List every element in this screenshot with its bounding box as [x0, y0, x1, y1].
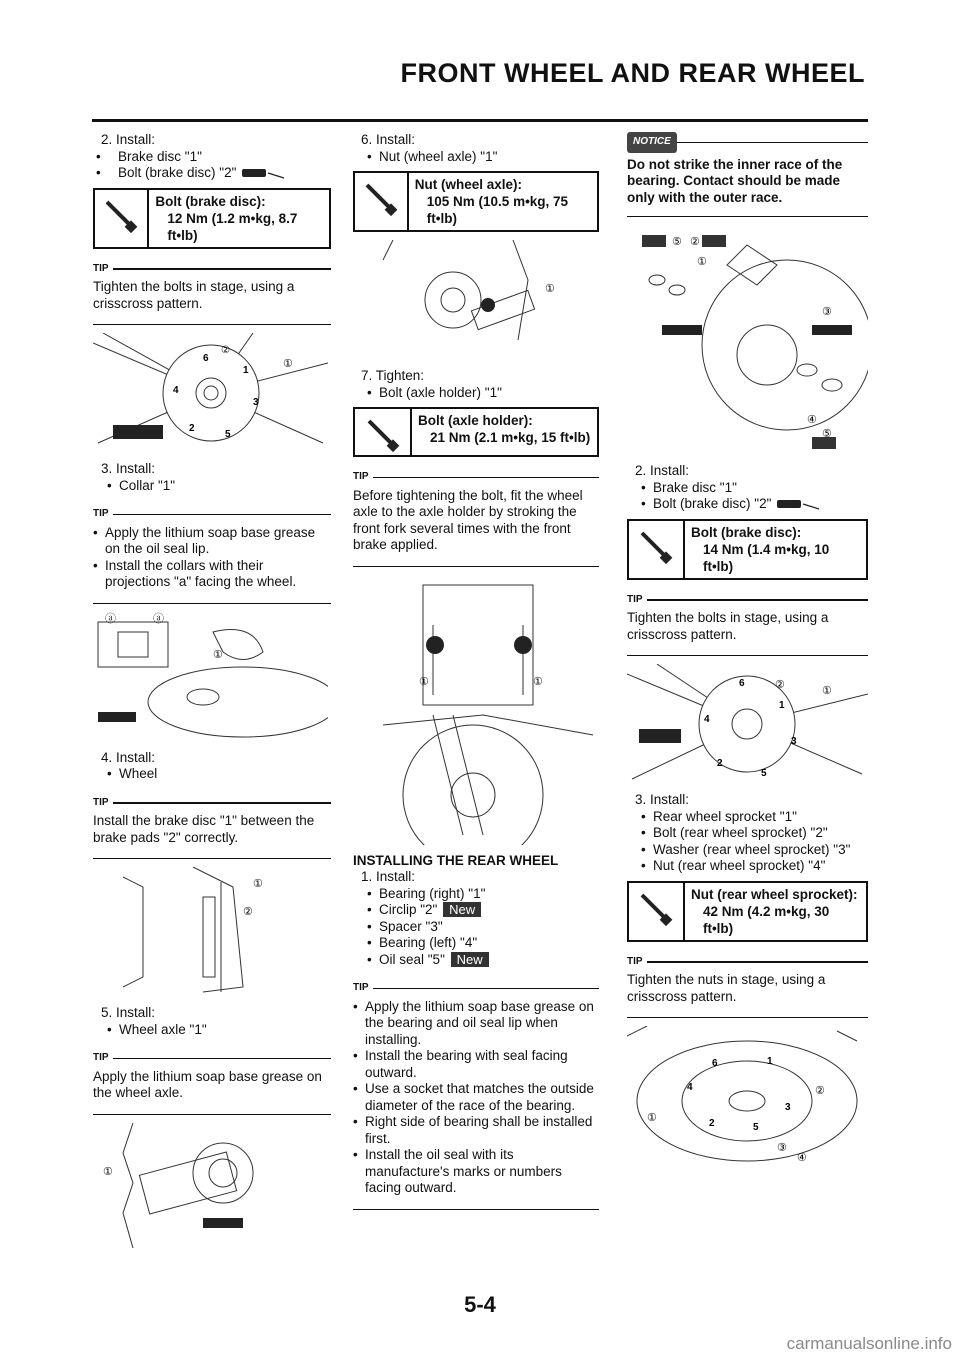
torque-wrench-icon: [363, 415, 403, 455]
notice-text: Do not strike the inner race of the bearing. Contact should be made only with the outer race.: [627, 157, 868, 218]
step-7: 7. Tighten:: [361, 368, 425, 383]
list-item: • Brake disc "1": [107, 149, 331, 166]
svg-text:5: 5: [761, 768, 767, 779]
spec-value: 105 Nm (10.5 m•kg, 75 ft•lb): [426, 194, 569, 226]
list-item: • Bolt (brake disc) "2": [107, 165, 331, 182]
brake-pad-illustration: [93, 867, 328, 997]
rear-brake-disc-illustration: [627, 664, 868, 784]
svg-text:②: ②: [243, 906, 253, 918]
svg-text:3: 3: [785, 1102, 791, 1113]
new-badge: New: [451, 952, 489, 967]
spec-title: Bolt (axle holder):: [418, 413, 533, 428]
front-fork-illustration: [353, 575, 599, 845]
svg-text:ⓐ: ⓐ: [105, 612, 116, 625]
svg-text:①: ①: [419, 675, 429, 688]
notice-tag: NOTICE: [627, 132, 677, 153]
svg-text:①: ①: [545, 283, 555, 295]
tip-box: TIP Apply the lithium soap base grease on the wheel axle.: [93, 1050, 331, 1115]
tip-box: TIP Tighten the nuts in stage, using a crisscross pattern.: [627, 954, 868, 1019]
svg-text:1: 1: [767, 1056, 773, 1067]
list-item: • Bolt (rear wheel sprocket) "2": [641, 825, 868, 842]
svg-text:①: ①: [822, 685, 832, 697]
spec-value: 21 Nm (2.1 m•kg, 15 ft•lb): [430, 430, 591, 445]
list-item: • Bolt (brake disc) "2": [641, 496, 868, 513]
svg-text:④: ④: [797, 1152, 807, 1164]
list-item: • Spacer "3": [367, 919, 599, 936]
tip-box: TIP • Apply the lithium soap base grease on the bearing and oil seal lip when installing. • Install the bearing with seal facing outward. • Use a socket that matches the outside diameter of the race of the bearing. • Right side of bearing shall be installed first. • Install the oil seal with its manufacture's marks or numbers facing outward.: [353, 980, 599, 1210]
locktite-icon: [775, 497, 821, 511]
collar-illustration: [93, 612, 328, 742]
spec-title: Nut (rear wheel sprocket):: [690, 886, 858, 902]
step-3b: 3. Install:: [635, 792, 690, 807]
list-item: • Washer (rear wheel sprocket) "3": [641, 842, 868, 859]
torque-wrench-icon: [636, 889, 676, 929]
svg-text:①: ①: [283, 358, 293, 370]
spec-value: 42 Nm (4.2 m•kg, 30 ft•lb): [702, 903, 830, 936]
spec-value: 12 Nm (1.2 m•kg, 8.7 ft•lb): [167, 210, 298, 243]
column-1: [93, 132, 331, 1256]
svg-text:4: 4: [687, 1082, 693, 1093]
svg-text:ⓐ: ⓐ: [153, 612, 164, 625]
step-5: 5. Install:: [101, 1005, 156, 1020]
page-number: 5-4: [464, 1292, 496, 1317]
svg-text:①: ①: [213, 648, 223, 661]
rear-wheel-bearing-illustration: [627, 225, 868, 455]
list-item: • Circlip "2" New: [367, 902, 599, 919]
step-r1: 1. Install:: [361, 869, 416, 884]
svg-text:⑤: ⑤: [822, 428, 832, 440]
spec-box: [627, 519, 868, 580]
svg-text:1: 1: [243, 365, 249, 376]
step-2b: 2. Install:: [635, 463, 690, 478]
axle-nut-illustration: [353, 240, 599, 360]
spec-value: 14 Nm (1.4 m•kg, 10 ft•lb): [702, 541, 830, 574]
list-item: • Bearing (right) "1": [367, 886, 599, 903]
list-item: • Brake disc "1": [641, 480, 868, 497]
svg-text:②: ②: [775, 679, 785, 691]
svg-text:2: 2: [189, 423, 195, 434]
section-heading: INSTALLING THE REAR WHEEL: [353, 852, 559, 868]
svg-text:①: ①: [103, 1165, 113, 1178]
svg-text:②: ②: [221, 345, 230, 356]
svg-text:④: ④: [807, 414, 817, 426]
svg-text:①: ①: [253, 878, 263, 890]
step-2: 2. Install:: [101, 132, 156, 147]
svg-text:2: 2: [709, 1118, 715, 1129]
svg-text:②: ②: [690, 236, 700, 248]
svg-text:5: 5: [225, 429, 231, 440]
brake-disc-illustration: [93, 333, 328, 453]
step-6: 6. Install:: [361, 132, 416, 147]
list-item: • Wheel: [107, 766, 331, 783]
svg-text:3: 3: [253, 397, 259, 408]
column-2: [353, 132, 599, 1218]
list-item: • Nut (rear wheel sprocket) "4": [641, 858, 868, 875]
header-rule: [92, 119, 868, 122]
list-item: • Bearing (left) "4": [367, 935, 599, 952]
column-3: [627, 132, 868, 1174]
torque-wrench-icon: [361, 179, 401, 219]
torque-wrench-icon: [636, 527, 676, 567]
wheel-axle-illustration: [93, 1123, 328, 1248]
list-item: • Bolt (axle holder) "1": [367, 385, 599, 402]
svg-text:1: 1: [779, 700, 785, 711]
list-item: • Oil seal "5" New: [367, 952, 599, 969]
svg-text:6: 6: [739, 678, 745, 689]
page-title: FRONT WHEEL AND REAR WHEEL: [400, 58, 865, 88]
svg-text:②: ②: [815, 1085, 825, 1097]
list-item: • Wheel axle "1": [107, 1022, 331, 1039]
tip-box: TIP Install the brake disc "1" between the brake pads "2" correctly.: [93, 795, 331, 860]
spec-box: [93, 188, 331, 249]
svg-text:6: 6: [203, 353, 209, 364]
list-item: • Rear wheel sprocket "1": [641, 809, 868, 826]
spec-box: [353, 171, 599, 232]
tip-box: TIP Tighten the bolts in stage, using a crisscross pattern.: [93, 261, 331, 326]
spec-box: [353, 407, 599, 457]
watermark: carmanualsonline.info: [786, 1334, 952, 1353]
tip-box: TIP Before tightening the bolt, fit the wheel axle to the axle holder by stroking the front fork several times with the front brake applied.: [353, 469, 599, 567]
locktite-icon: [240, 166, 286, 180]
notice-header: [627, 132, 868, 153]
svg-text:③: ③: [822, 306, 832, 318]
spec-box: [627, 881, 868, 942]
spec-title: Bolt (brake disc):: [690, 524, 802, 540]
svg-text:2: 2: [717, 758, 723, 769]
list-item: • Nut (wheel axle) "1": [367, 149, 599, 166]
spec-title: Nut (wheel axle):: [414, 177, 523, 192]
list-item: • Collar "1": [107, 478, 331, 495]
svg-text:3: 3: [791, 736, 797, 747]
svg-text:5: 5: [753, 1122, 759, 1133]
svg-text:⑤: ⑤: [672, 236, 682, 248]
svg-text:①: ①: [697, 256, 707, 268]
torque-wrench-icon: [101, 196, 141, 236]
tip-box: TIP • Apply the lithium soap base grease on the oil seal lip. • Install the collars with their projections "a" facing the wheel.: [93, 506, 331, 604]
svg-text:6: 6: [712, 1058, 718, 1069]
svg-text:①: ①: [647, 1112, 657, 1124]
spec-title: Bolt (brake disc):: [155, 193, 266, 209]
svg-text:③: ③: [777, 1142, 787, 1154]
sprocket-illustration: [627, 1026, 868, 1166]
svg-text:4: 4: [704, 714, 710, 725]
step-3: 3. Install:: [101, 461, 156, 476]
tip-box: TIP Tighten the bolts in stage, using a crisscross pattern.: [627, 592, 868, 657]
new-badge: New: [443, 902, 481, 917]
svg-text:4: 4: [173, 385, 179, 396]
svg-text:①: ①: [533, 675, 543, 688]
step-4: 4. Install:: [101, 749, 156, 765]
